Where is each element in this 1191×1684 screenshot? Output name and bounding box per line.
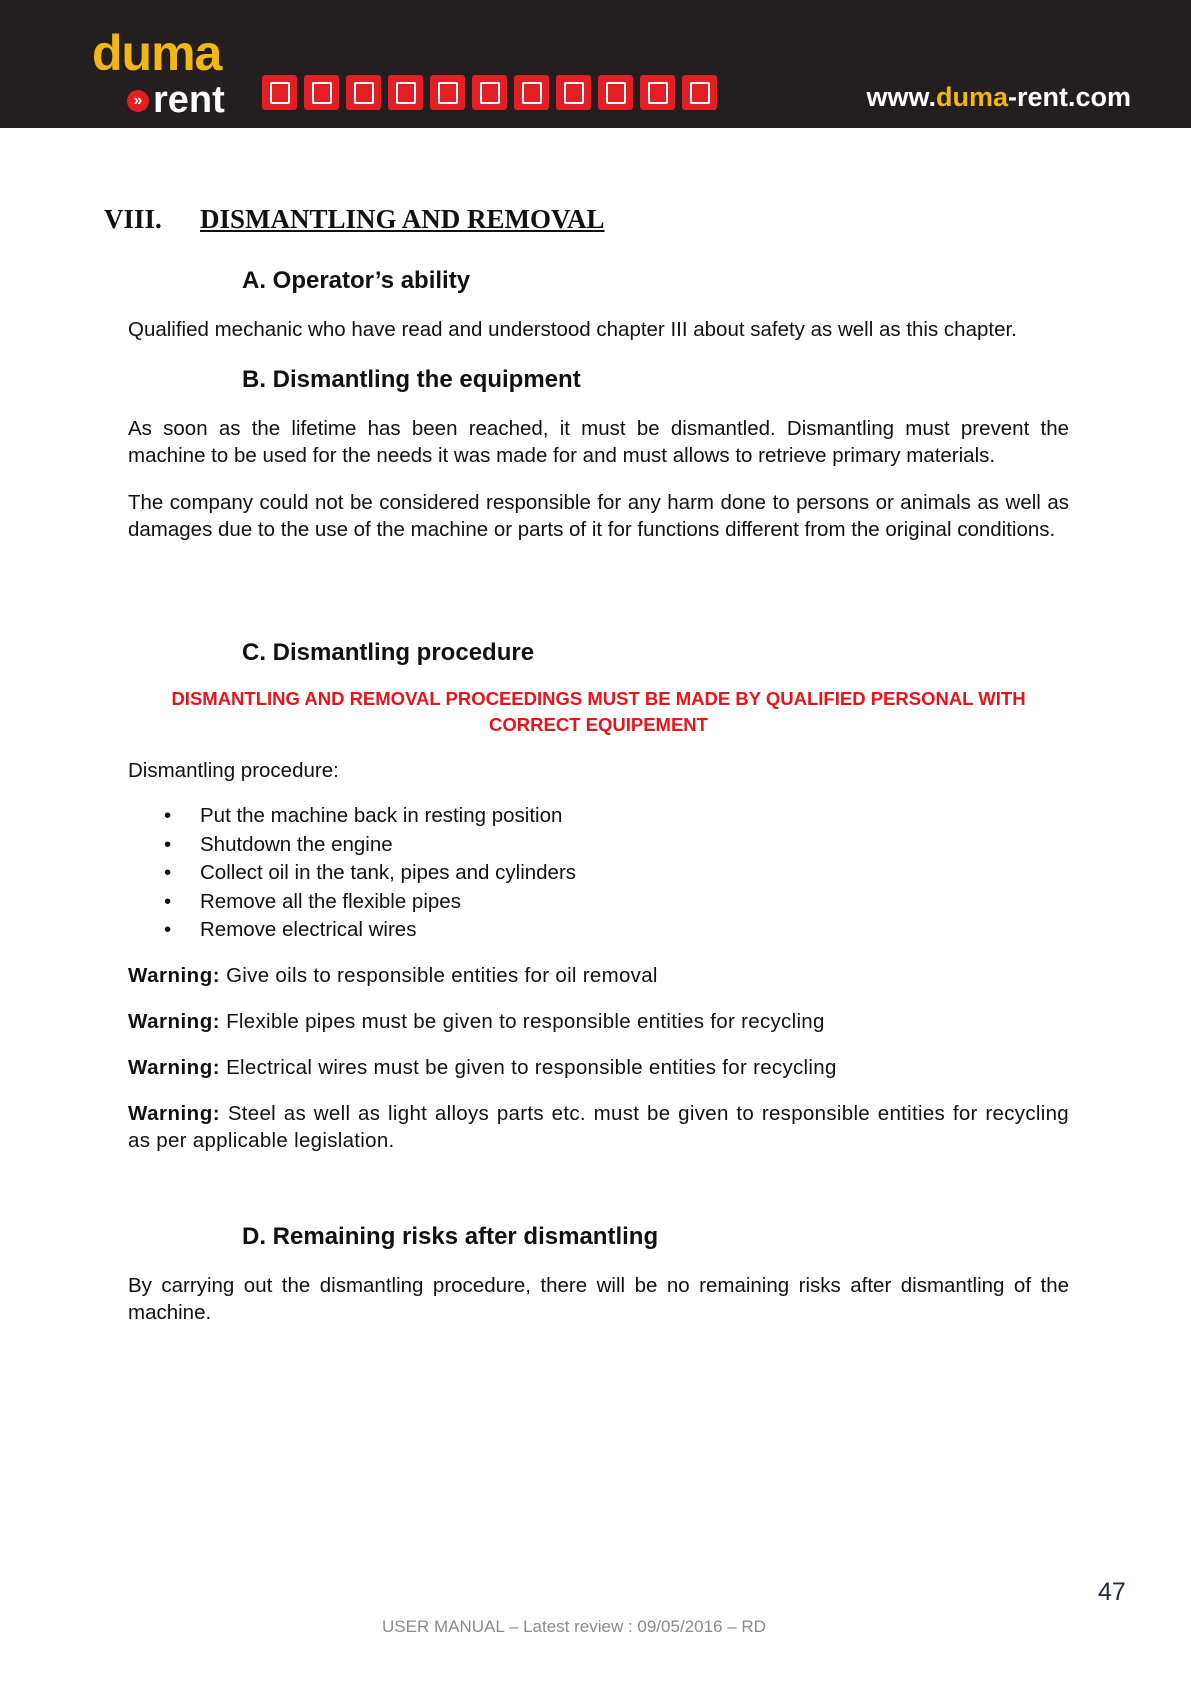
para-a: Qualified mechanic who have read and understood chapter III about safety as well as this chapter. <box>128 318 1017 341</box>
telehandler-icon <box>598 75 633 110</box>
warning-text: Give oils to responsible entities for oil removal <box>226 964 658 987</box>
boom-lift-icon <box>640 75 675 110</box>
logo-rent: rent <box>153 79 225 121</box>
para-b2: The company could not be considered responsible for any harm done to persons or animals as well as damages due to the use of the machine or parts of it for functions different from the original conditions. <box>128 491 1069 541</box>
page-header <box>0 0 1191 128</box>
equipment-icons <box>262 75 717 110</box>
footer-text: USER MANUAL – Latest review : 09/05/2016 – RD <box>382 1617 766 1636</box>
dumper-icon <box>472 75 507 110</box>
warning-1 <box>128 962 1069 989</box>
list-item: • Remove electrical wires <box>169 916 576 945</box>
url-prefix: www. <box>866 82 936 112</box>
logo-chevron-icon: » <box>127 90 149 112</box>
warning-text: Electrical wires must be given to responsible entities for recycling <box>226 1056 837 1079</box>
list-item: • Remove all the flexible pipes <box>169 888 576 917</box>
url-brand: duma <box>935 82 1008 112</box>
url-suffix: -rent.com <box>1007 82 1131 112</box>
warning-3 <box>128 1054 1069 1081</box>
warning-text: Flexible pipes must be given to responsible entities for recycling <box>226 1010 825 1033</box>
website-url[interactable] <box>866 82 1131 113</box>
heading-b: B. Dismantling the equipment <box>242 366 581 393</box>
section-number: VIII. <box>104 204 162 234</box>
compactor-icon <box>682 75 717 110</box>
procedure-intro: Dismantling procedure: <box>128 759 339 782</box>
list-item: • Collect oil in the tank, pipes and cylinders <box>169 859 576 888</box>
warning-banner: DISMANTLING AND REMOVAL PROCEEDINGS MUST BE MADE BY QUALIFIED PERSONAL WITH CORRECT EQUIPEMENT <box>171 688 1026 735</box>
crane-icon <box>514 75 549 110</box>
wheel-loader-icon <box>430 75 465 110</box>
excavator-icon <box>556 75 591 110</box>
warning-4 <box>128 1100 1069 1154</box>
para-d: By carrying out the dismantling procedure, there will be no remaining risks after dismantling of the machine. <box>128 1274 1069 1324</box>
warning-label: Warning: <box>128 964 221 987</box>
warning-label: Warning: <box>128 1010 221 1033</box>
forklift-icon <box>304 75 339 110</box>
list-item: • Put the machine back in resting position <box>169 802 576 831</box>
list-item: • Shutdown the engine <box>169 831 576 860</box>
heading-a: A. Operator’s ability <box>242 267 471 294</box>
logo-duma: duma <box>92 25 222 81</box>
heading-c: C. Dismantling procedure <box>242 639 535 666</box>
warning-label: Warning: <box>128 1102 221 1125</box>
warning-2 <box>128 1008 1069 1035</box>
heading-d: D. Remaining risks after dismantling <box>242 1223 659 1250</box>
mini-excavator-icon <box>388 75 423 110</box>
scissor-lift-icon <box>346 75 381 110</box>
section-title: DISMANTLING AND REMOVAL <box>200 204 605 234</box>
backhoe-loader-icon <box>262 75 297 110</box>
warning-label: Warning: <box>128 1056 221 1079</box>
para-b1: As soon as the lifetime has been reached, it must be dismantled. Dismantling must prevent the machine to be used for the needs it was made for and must allows to retrieve primary materials. <box>128 417 1069 467</box>
procedure-steps <box>169 802 576 945</box>
page-number: 47 <box>1098 1578 1126 1606</box>
warning-text: Steel as well as light alloys parts etc. must be given to responsible entities for recycling as per applicable legislation. <box>128 1102 1069 1152</box>
